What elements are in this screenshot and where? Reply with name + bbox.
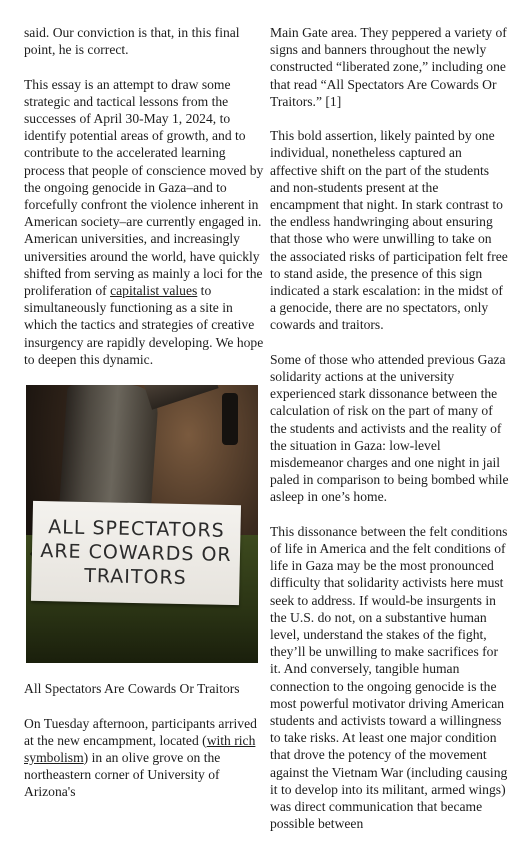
photo-person-leg [222,393,238,445]
paragraph: Some of those who attended previous Gaza solidarity actions at the university experienced stark dissonance between the calculation of risk on the part of many of the students and activists and the reality of the situation in Gaza: low-level misdemeanor charges and one night in jail paled in comparison to being bombed while asleep in one’s home. [270,351,509,505]
paragraph-text: said. Our conviction is that, in this final point, he is correct. [24,25,240,58]
photo-branch [144,385,219,410]
photo-sign [31,501,241,605]
photo-caption: All Spectators Are Cowards Or Traitors [24,681,240,697]
paragraph: This bold assertion, likely painted by one individual, nonetheless captured an affective shift on the part of the students and non-students present at the encampment that night. In stark contrast to the endless handwringing about ensuring that those who were unwilling to take on the associated risks of participation felt free to stand aside, the presence of this sign indicated a stark escalation: in the midst of a genocide, there are no spectators, only cowards and traitors. [270,128,508,333]
paragraph-text: to simultaneously functioning as a site in which the tactics and strategies of creative insurgency are rapidly developing. We hope to deepen this dynamic. [24,283,264,367]
paragraph-text: This essay is an attempt to draw some strategic and tactical lessons from the successes of April 30-May 1, 2024, to identify potential areas of growth, and to contribute to the accelerated learning process that people of conscience moved by the ongoing genocide in Gaza–and to forcefully confront the violence inherent in American society–are currently engaged in. American universities, and increasingly universities around the world, have quickly shifted from serving as mainly a loci for the proliferation of [24,76,264,299]
paragraph-text: On Tuesday afternoon, participants arrived at the new encampment, located ( [24,715,257,748]
sign-line: ARE COWARDS OR [40,540,232,567]
capitalist-values-link[interactable]: capitalist values [110,283,198,299]
paragraph [24,715,264,801]
rich-symbolism-link[interactable]: with rich symbolism [24,732,256,766]
paragraph-text: ) in an olive grove on the northeastern corner of University of Arizona's [24,750,221,800]
sign-line: ALL SPECTATORS [48,516,225,543]
paragraph: This dissonance between the felt conditions of life in America and the felt conditions of life in Gaza may be the most pronounced difficulty that solidarity activists here must seek to address. If would-be insurgents in the U.S. do not, on a substantive human level, understand the stakes of the fight, they’ll be unwilling to make sacrifices for it. And conversely, tangible human connection to the ongoing genocide is the most powerful motivator driving American students and activists toward a willingness to take risks. At least one major condition that drove the potency of the movement against the Vietnam War (including causing it to develop into its militant, armed wings) was direct communication that became possible between [270,523,508,832]
right-column [270,24,510,850]
left-column [24,24,264,818]
paragraph: Main Gate area. They peppered a variety of signs and banners throughout the newly constructed “liberated zone,” including one that read “All Spectators Are Cowards Or Traitors.” [1] [270,25,507,109]
paragraph [24,24,264,58]
paragraph [24,76,264,368]
sign-line: TRAITORS [84,565,187,590]
protest-sign-photo [26,385,258,663]
